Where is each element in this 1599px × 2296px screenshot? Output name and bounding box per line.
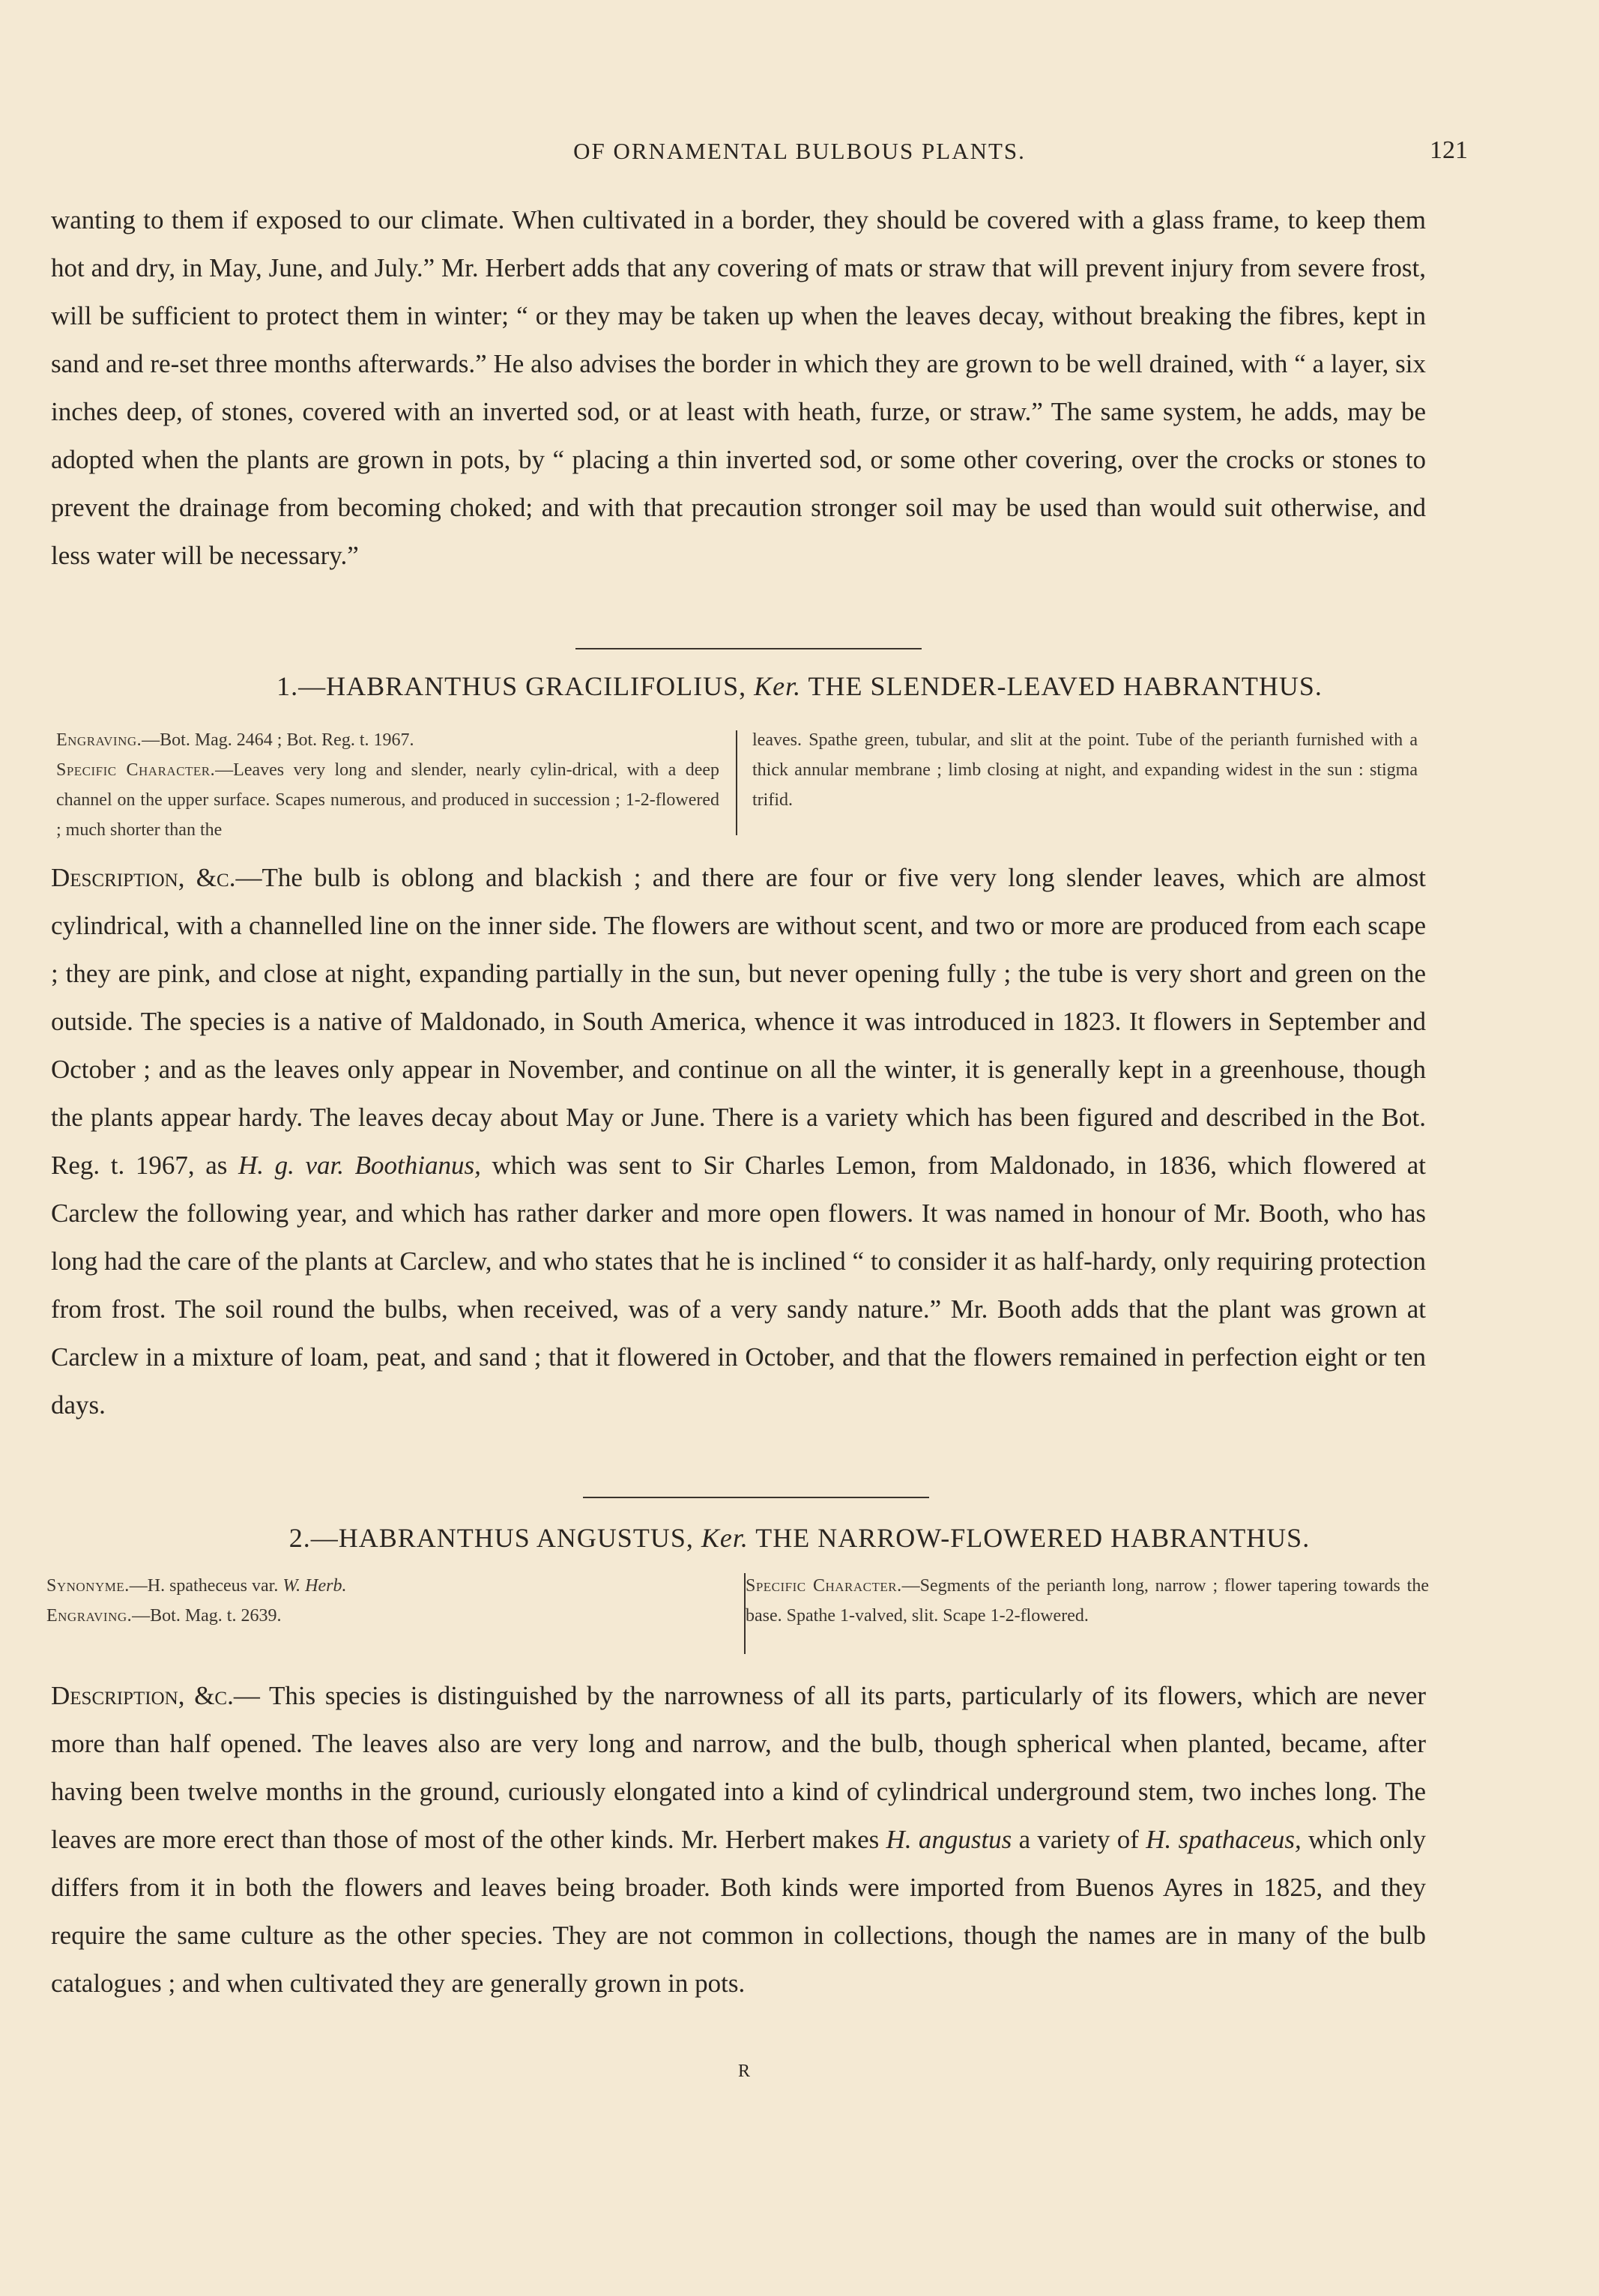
species-1-common-name: THE SLENDER-LEAVED HABRANTHUS. xyxy=(808,671,1323,701)
synonyme-text: —H. spatheceus var. xyxy=(129,1576,279,1596)
species-1-author: Ker. xyxy=(754,671,802,701)
description-label: Description, &c. xyxy=(51,863,236,892)
specific-character-text: —Segments of the perianth long, narrow ; flower tapering towards the base. Spathe 1-valved, slit. Scape 1-2-flowered. xyxy=(746,1576,1429,1626)
species-1-character-left xyxy=(56,725,719,845)
specific-character-text: —Leaves very long and slender, nearly cylin-drical, with a deep channel on the upper surface. Scapes numerous, and produced in succession ; 1-2-flowered ; much shorter than the xyxy=(56,760,720,840)
specific-character-label: Specific Character. xyxy=(746,1576,902,1596)
engraving-label: Engraving. xyxy=(56,730,142,750)
signature-mark: R xyxy=(738,2062,752,2081)
species-2-heading xyxy=(0,1522,1599,1554)
description-label: Description, &c. xyxy=(51,1681,234,1710)
species-2-character-right xyxy=(746,1571,1429,1631)
running-head xyxy=(0,138,1599,175)
species-2-character-left xyxy=(46,1571,721,1631)
species-2-name: 2.—HABRANTHUS ANGUSTUS, xyxy=(288,1523,694,1553)
engraving-label: Engraving. xyxy=(46,1606,133,1626)
column-divider xyxy=(736,730,737,835)
species-1-description xyxy=(51,854,1426,1429)
species-2-author: Ker. xyxy=(701,1523,749,1553)
species-2-common-name: THE NARROW-FLOWERED HABRANTHUS. xyxy=(755,1523,1311,1553)
intro-paragraph: wanting to them if exposed to our climate. When cultivated in a border, they should be covered with a glass frame, to keep them hot and dry, in May, June, and July.” Mr. Herbert adds that any covering of mats or straw that will prevent injury from severe frost, will be sufficient to protect them in winter; “ or they may be taken up when the leaves decay, without breaking the fibres, kept in sand and re-set three months afterwards.” He also advises the border in which they are grown to be well drained, with “ a layer, six inches deep, of stones, covered with an inverted sod, or at least with heath, furze, or straw.” The same system, he adds, may be adopted when the plants are grown in pots, by “ placing a thin inverted sod, or some other covering, over the crocks or stones to prevent the drainage from becoming choked; and with that precaution stronger soil may be used than would suit otherwise, and less water will be necessary.” xyxy=(51,205,1426,570)
species-name-italic: H. spathaceus, xyxy=(1146,1825,1302,1854)
synonyme-label: Synonyme. xyxy=(46,1576,130,1596)
description-text: —The bulb is oblong and blackish ; and there are four or five very long slender leaves, which are almost cylindrical, with a channelled line on the inner side. The flowers are without scent, and two or more are produced from each scape ; they are pink, and close at night, expanding partially in the sun, but never opening fully ; the tube is very short and green on the outside. The species is a native of Maldonado, in South America, whence it was introduced in 1823. It flowers in September and October ; and as the leaves only appear in November, and continue on all the winter, it is generally kept in a greenhouse, though the plants appear hardy. The leaves decay about May or June. There is a variety which has been figured and described in the Bot. Reg. t. 1967, as xyxy=(51,863,1426,1180)
specific-character-label: Specific Character. xyxy=(56,760,216,780)
description-text-continued: which only differs from it in both the flowers and leaves being broader. Both kinds were imported from Buenos Ayres in 1825, and they require the same culture as the other species. They are not common in collections, though the names are in many of the bulb catalogues ; and when cultivated they are generally grown in pots. xyxy=(51,1825,1427,1998)
running-title: OF ORNAMENTAL BULBOUS PLANTS. xyxy=(573,138,1026,164)
synonyme-author: W. Herb. xyxy=(282,1576,347,1596)
species-name-italic: H. angustus xyxy=(886,1825,1012,1854)
engraving-text: —Bot. Mag. t. 2639. xyxy=(132,1606,282,1626)
section-divider xyxy=(583,1497,929,1498)
species-1-heading xyxy=(0,670,1599,702)
species-1-character-right: leaves. Spathe green, tubular, and slit at the point. Tube of the perianth furnished with a thick annular membrane ; limb closing at night, and expanding widest in the sun : stigma trifid. xyxy=(752,730,1418,810)
variety-name: H. g. var. Boothianus, xyxy=(238,1151,481,1180)
species-1-name: 1.—HABRANTHUS GRACILIFOLIUS, xyxy=(276,671,747,701)
species-2-description xyxy=(51,1672,1426,2008)
section-divider xyxy=(575,648,922,649)
description-text-continued: which was sent to Sir Charles Lemon, from Maldonado, in 1836, which flowered at Carclew the following year, and which has rather darker and more open flowers. It was named in honour of Mr. Booth, who has long had the care of the plants at Carclew, and who states that he is inclined “ to consider it as half-hardy, only requiring protection from frost. The soil round the bulbs, when received, was of a very sandy nature.” Mr. Booth adds that the plant was grown at Carclew in a mixture of loam, peat, and sand ; that it flowered in October, and that the flowers remained in perfection eight or ten days. xyxy=(51,1151,1427,1420)
description-text: — This species is distinguished by the narrowness of all its parts, particularly of its flowers, which are never more than half opened. The leaves also are very long and narrow, and the bulb, though spherical when planted, became, after having been twelve months in the ground, curiously elongated into a kind of cylindrical underground stem, two inches long. The leaves are more erect than those of most of the other kinds. Mr. Herbert makes xyxy=(51,1681,1426,1854)
engraving-text: —Bot. Mag. 2464 ; Bot. Reg. t. 1967. xyxy=(142,730,414,750)
description-text: a variety of xyxy=(1018,1825,1139,1854)
page-number: 121 xyxy=(1430,136,1468,164)
